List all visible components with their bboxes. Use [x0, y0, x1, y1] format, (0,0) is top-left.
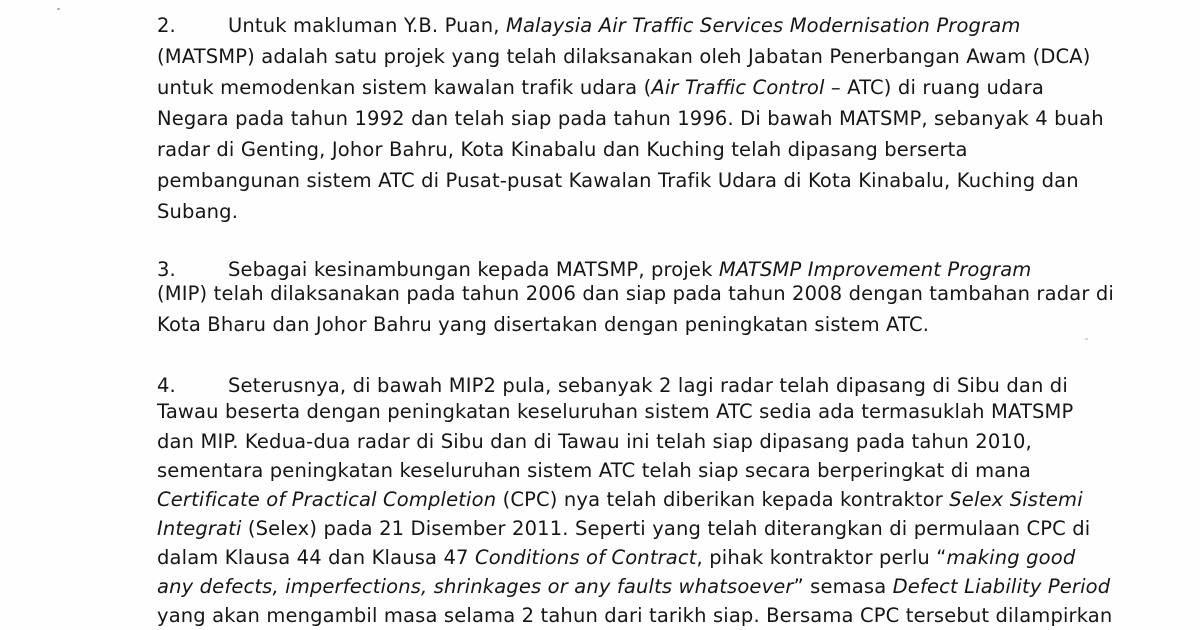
italic-text-segment: Defect Liability Period: [892, 575, 1111, 598]
text-line: [157, 45, 1091, 68]
italic-text-segment: MATSMP Improvement Program: [718, 258, 1032, 281]
text-line: [157, 76, 1044, 99]
text-line: [157, 200, 238, 223]
text-line: [228, 258, 1031, 281]
italic-text-segment: Certificate of Practical Completion: [157, 488, 497, 511]
text-line: [157, 488, 1083, 511]
italic-text-segment: Malaysia Air Traffic Services Modernisation Program: [505, 14, 1021, 37]
text-line: [157, 138, 968, 161]
text-line: [157, 575, 1110, 598]
text-segment: Untuk makluman Y.B. Puan,: [228, 14, 506, 37]
text-line: [157, 604, 1112, 627]
text-segment: radar di Genting, Johor Bahru, Kota Kinabalu dan Kuching telah dipasang berserta: [157, 138, 968, 161]
text-segment: ” semasa: [793, 575, 893, 598]
text-segment: Subang.: [157, 200, 239, 223]
italic-text-segment: Conditions of Contract: [474, 546, 697, 569]
text-line: [228, 374, 1068, 397]
text-segment: Tawau beserta dengan peningkatan keseluruhan sistem ATC sedia ada termasuklah MATSMP: [157, 400, 1074, 423]
text-segment: (MIP) telah dilaksanakan pada tahun 2006 dan siap pada tahun 2008 dengan tambahan radar di: [157, 282, 1114, 305]
italic-text-segment: making good: [946, 546, 1076, 569]
paragraph-number: 2.: [157, 14, 176, 37]
text-line: [157, 430, 1032, 453]
italic-text-segment: any defects, imperfections, shrinkages or any faults whatsoever: [157, 575, 794, 598]
text-segment: dan MIP. Kedua-dua radar di Sibu dan di Tawau ini telah siap dipasang pada tahun 2010,: [157, 430, 1032, 453]
text-segment: untuk memodenkan sistem kawalan trafik udara (: [157, 76, 652, 99]
text-segment: – ATC) di ruang udara: [824, 76, 1044, 99]
italic-text-segment: Selex Sistemi: [949, 488, 1083, 511]
text-line: [157, 546, 1075, 569]
text-line: [157, 169, 1079, 192]
text-segment: (Selex) pada 21 Disember 2011. Seperti yang telah diterangkan di permulaan CPC di: [241, 517, 1091, 540]
text-segment: (MATSMP) adalah satu projek yang telah dilaksanakan oleh Jabatan Penerbangan Awam (DCA): [157, 45, 1091, 68]
text-segment: pembangunan sistem ATC di Pusat-pusat Kawalan Trafik Udara di Kota Kinabalu, Kuching dan: [157, 169, 1079, 192]
text-segment: Sebagai kesinambungan kepada MATSMP, projek: [228, 258, 719, 281]
italic-text-segment: Air Traffic Control: [651, 76, 825, 99]
text-line: [157, 517, 1090, 540]
text-segment: Negara pada tahun 1992 dan telah siap pada tahun 1996. Di bawah MATSMP, sebanyak 4 buah: [157, 107, 1104, 130]
text-line: [228, 14, 1021, 37]
text-line: [157, 282, 1114, 305]
scan-speck: [1085, 338, 1088, 340]
text-line: [157, 400, 1073, 423]
paragraph-number: 3.: [157, 258, 176, 281]
text-line: [157, 313, 929, 336]
italic-text-segment: Integrati: [157, 517, 242, 540]
text-line: [157, 107, 1104, 130]
text-line: [157, 459, 1031, 482]
text-segment: sementara peningkatan keseluruhan sistem ATC telah siap secara berperingkat di mana: [157, 459, 1032, 482]
scan-speck: [57, 8, 60, 10]
text-segment: yang akan mengambil masa selama 2 tahun dari tarikh siap. Bersama CPC tersebut dilampirkan: [157, 604, 1113, 627]
paragraph-number: 4.: [157, 374, 176, 397]
text-segment: Kota Bharu dan Johor Bahru yang disertakan dengan peningkatan sistem ATC.: [157, 313, 930, 336]
text-segment: dalam Klausa 44 dan Klausa 47: [157, 546, 475, 569]
text-segment: Seterusnya, di bawah MIP2 pula, sebanyak 2 lagi radar telah dipasang di Sibu dan di: [228, 374, 1068, 397]
text-segment: , pihak kontraktor perlu “: [696, 546, 947, 569]
text-segment: (CPC) nya telah diberikan kepada kontraktor: [496, 488, 950, 511]
